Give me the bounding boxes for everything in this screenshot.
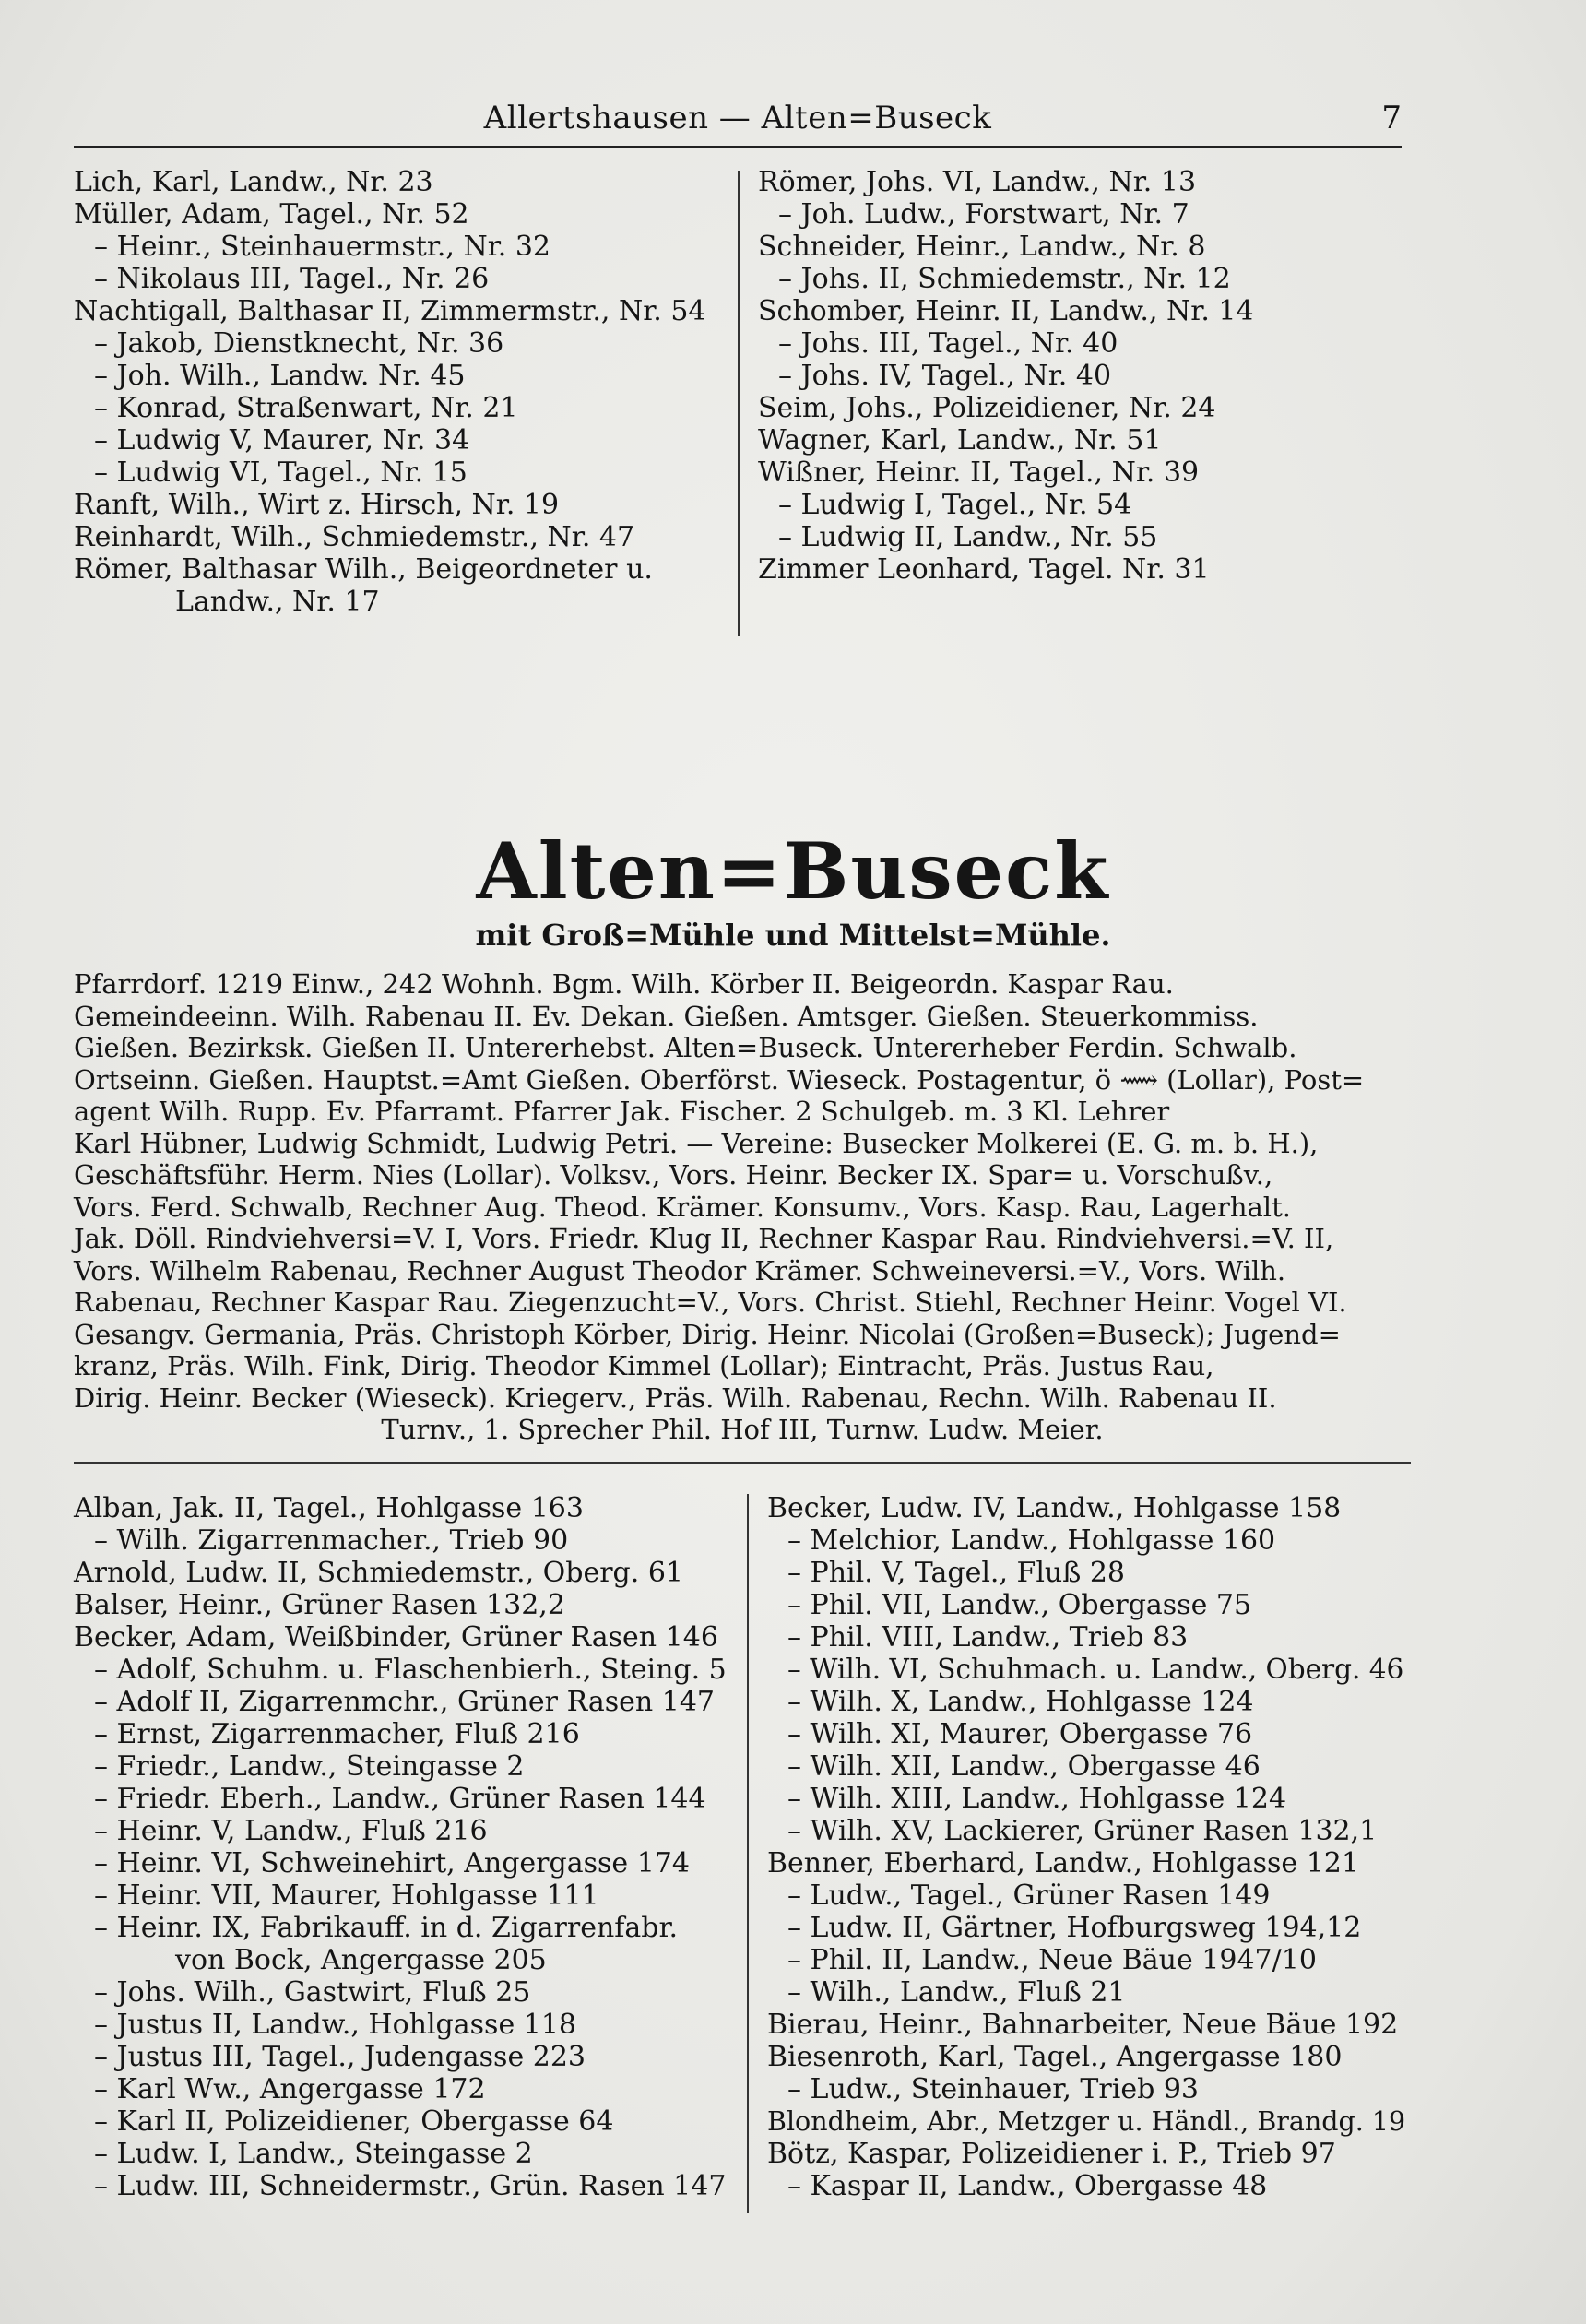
description-line: Vors. Wilhelm Rabenau, Rechner August Theodor Krämer. Schweineversi.=V., Vors. Wilh. bbox=[74, 1254, 1286, 1286]
list-item: – Ludw. III, Schneidermstr., Grün. Rasen 147 bbox=[94, 2170, 727, 2202]
list-item: – Adolf, Schuhm. u. Flaschenbierh., Steing. 5 bbox=[94, 1654, 727, 1686]
description-line: Rabenau, Rechner Kaspar Rau. Ziegenzucht=V., Vors. Christ. Stiehl, Rechner Heinr. Vogel VI. bbox=[74, 1286, 1347, 1318]
list-item: Zimmer Leonhard, Tagel. Nr. 31 bbox=[758, 553, 1210, 586]
list-item: Becker, Adam, Weißbinder, Grüner Rasen 146 bbox=[74, 1621, 718, 1654]
town-subtitle: mit Groß=Mühle und Mittelst=Mühle. bbox=[475, 918, 1111, 953]
description-line: Ortseinn. Gießen. Hauptst.=Amt Gießen. Oberförst. Wieseck. Postagentur, ö ⟿ (Lollar), Post= bbox=[74, 1063, 1365, 1096]
list-item: Alban, Jak. II, Tagel., Hohlgasse 163 bbox=[74, 1492, 584, 1524]
list-item: Biesenroth, Karl, Tagel., Angergasse 180 bbox=[767, 2041, 1343, 2073]
list-item: – Ludwig V, Maurer, Nr. 34 bbox=[94, 424, 470, 456]
list-item: Römer, Johs. VI, Landw., Nr. 13 bbox=[758, 166, 1197, 198]
list-item: – Heinr. V, Landw., Fluß 216 bbox=[94, 1815, 488, 1847]
list-item: – Wilh. X, Landw., Hohlgasse 124 bbox=[787, 1686, 1254, 1718]
list-item: Arnold, Ludw. II, Schmiedemstr., Oberg. 61 bbox=[74, 1557, 683, 1589]
header-title: Allertshausen — Alten=Buseck bbox=[483, 100, 992, 136]
list-item: – Ernst, Zigarrenmacher, Fluß 216 bbox=[94, 1718, 580, 1750]
list-item: – Wilh. XIII, Landw., Hohlgasse 124 bbox=[787, 1783, 1287, 1815]
description-line: Geschäftsführ. Herm. Nies (Lollar). Volksv., Vors. Heinr. Becker IX. Spar= u. Vorschußv., bbox=[74, 1159, 1273, 1191]
list-item: Ranft, Wilh., Wirt z. Hirsch, Nr. 19 bbox=[74, 489, 560, 521]
list-item: – Johs. III, Tagel., Nr. 40 bbox=[778, 327, 1118, 360]
list-item: – Ludw., Tagel., Grüner Rasen 149 bbox=[787, 1879, 1271, 1912]
running-header bbox=[74, 92, 1402, 148]
list-item: – Jakob, Dienstknecht, Nr. 36 bbox=[94, 327, 504, 360]
list-item: – Ludwig I, Tagel., Nr. 54 bbox=[778, 489, 1132, 521]
list-item: – Johs. II, Schmiedemstr., Nr. 12 bbox=[778, 263, 1231, 295]
list-item: Balser, Heinr., Grüner Rasen 132,2 bbox=[74, 1589, 565, 1621]
list-item: – Ludwig II, Landw., Nr. 55 bbox=[778, 521, 1158, 553]
list-item: – Justus III, Tagel., Judengasse 223 bbox=[94, 2041, 586, 2073]
description-line: Gießen. Bezirksk. Gießen II. Untererhebst. Alten=Buseck. Untererheber Ferdin. Schwalb. bbox=[74, 1032, 1297, 1063]
upper-left-column bbox=[74, 166, 719, 618]
description-line: agent Wilh. Rupp. Ev. Pfarramt. Pfarrer Jak. Fischer. 2 Schulgeb. m. 3 Kl. Lehrer bbox=[74, 1096, 1170, 1127]
list-item: Schomber, Heinr. II, Landw., Nr. 14 bbox=[758, 295, 1254, 327]
list-item: – Karl Ww., Angergasse 172 bbox=[94, 2073, 486, 2105]
town-description bbox=[74, 968, 1411, 1446]
description-line: Vors. Ferd. Schwalb, Rechner Aug. Theod. Krämer. Konsumv., Vors. Kasp. Rau, Lagerhalt. bbox=[74, 1191, 1291, 1223]
list-item: – Phil. VIII, Landw., Trieb 83 bbox=[787, 1621, 1189, 1654]
list-item: Wagner, Karl, Landw., Nr. 51 bbox=[758, 424, 1162, 456]
page-number: 7 bbox=[1381, 100, 1402, 136]
list-item: – Melchior, Landw., Hohlgasse 160 bbox=[787, 1524, 1276, 1557]
list-item: – Adolf II, Zigarrenmchr., Grüner Rasen 147 bbox=[94, 1686, 715, 1718]
lower-right-column bbox=[767, 1492, 1413, 2202]
description-line: Gesangv. Germania, Präs. Christoph Körber, Dirig. Heinr. Nicolai (Großen=Buseck); Jugend= bbox=[74, 1318, 1341, 1350]
list-item: – Phil. VII, Landw., Obergasse 75 bbox=[787, 1589, 1252, 1621]
list-item: – Johs. Wilh., Gastwirt, Fluß 25 bbox=[94, 1976, 531, 2009]
list-item: – Phil. V, Tagel., Fluß 28 bbox=[787, 1557, 1126, 1589]
list-item: Lich, Karl, Landw., Nr. 23 bbox=[74, 166, 433, 198]
list-item: – Ludw. I, Landw., Steingasse 2 bbox=[94, 2138, 533, 2170]
list-item: – Justus II, Landw., Hohlgasse 118 bbox=[94, 2009, 576, 2041]
list-item: Benner, Eberhard, Landw., Hohlgasse 121 bbox=[767, 1847, 1359, 1879]
list-item: – Wilh. XV, Lackierer, Grüner Rasen 132,1 bbox=[787, 1815, 1378, 1847]
list-item: – Friedr., Landw., Steingasse 2 bbox=[94, 1750, 525, 1783]
description-line: Gemeindeeinn. Wilh. Rabenau II. Ev. Dekan. Gießen. Amtsger. Gießen. Steuerkommiss. bbox=[74, 1000, 1259, 1032]
list-item: – Ludwig VI, Tagel., Nr. 15 bbox=[94, 456, 468, 489]
list-item: – Konrad, Straßenwart, Nr. 21 bbox=[94, 392, 518, 424]
list-item: Becker, Ludw. IV, Landw., Hohlgasse 158 bbox=[767, 1492, 1342, 1524]
upper-right-column bbox=[758, 166, 1403, 586]
list-item: – Wilh. XI, Maurer, Obergasse 76 bbox=[787, 1718, 1253, 1750]
list-item: Nachtigall, Balthasar II, Zimmermstr., Nr. 54 bbox=[74, 295, 706, 327]
list-item: – Ludw. II, Gärtner, Hofburgsweg 194,12 bbox=[787, 1912, 1362, 1944]
list-item: – Heinr., Steinhauermstr., Nr. 32 bbox=[94, 231, 551, 263]
list-item: – Wilh., Landw., Fluß 21 bbox=[787, 1976, 1126, 2009]
list-item: Seim, Johs., Polizeidiener, Nr. 24 bbox=[758, 392, 1216, 424]
list-item: – Karl II, Polizeidiener, Obergasse 64 bbox=[94, 2105, 614, 2138]
list-item: Müller, Adam, Tagel., Nr. 52 bbox=[74, 198, 469, 231]
list-item: – Joh. Ludw., Forstwart, Nr. 7 bbox=[778, 198, 1190, 231]
list-item: – Joh. Wilh., Landw. Nr. 45 bbox=[94, 360, 466, 392]
list-item: Reinhardt, Wilh., Schmiedemstr., Nr. 47 bbox=[74, 521, 635, 553]
list-item: – Heinr. IX, Fabrikauff. in d. Zigarrenfabr. bbox=[94, 1912, 679, 1944]
list-item: – Kaspar II, Landw., Obergasse 48 bbox=[787, 2170, 1268, 2202]
list-item: Blondheim, Abr., Metzger u. Händl., Brandg. 19 bbox=[767, 2106, 1406, 2137]
lower-left-column bbox=[74, 1492, 728, 2202]
list-item: – Friedr. Eberh., Landw., Grüner Rasen 144 bbox=[94, 1783, 706, 1815]
description-line: Dirig. Heinr. Becker (Wieseck). Kriegerv., Präs. Wilh. Rabenau, Rechn. Wilh. Rabenau II. bbox=[74, 1381, 1277, 1414]
list-item: – Heinr. VI, Schweinehirt, Angergasse 174 bbox=[94, 1847, 690, 1879]
list-item: – Heinr. VII, Maurer, Hohlgasse 111 bbox=[94, 1879, 599, 1912]
list-item: Landw., Nr. 17 bbox=[175, 586, 380, 618]
list-item: von Bock, Angergasse 205 bbox=[175, 1944, 547, 1976]
list-item: – Nikolaus III, Tagel., Nr. 26 bbox=[94, 263, 490, 295]
list-item: – Ludw., Steinhauer, Trieb 93 bbox=[787, 2073, 1200, 2105]
list-item: Wißner, Heinr. II, Tagel., Nr. 39 bbox=[758, 456, 1200, 489]
description-line: Jak. Döll. Rindviehversi=V. I, Vors. Friedr. Klug II, Rechner Kaspar Rau. Rindviehversi.=V. II, bbox=[74, 1223, 1334, 1254]
town-title: Alten=Buseck bbox=[476, 825, 1110, 917]
list-item: – Phil. II, Landw., Neue Bäue 1947/10 bbox=[787, 1944, 1317, 1976]
list-item: – Wilh. VI, Schuhmach. u. Landw., Oberg. 46 bbox=[787, 1654, 1404, 1685]
description-line: Pfarrdorf. 1219 Einw., 242 Wohnh. Bgm. Wilh. Körber II. Beigeordn. Kaspar Rau. bbox=[74, 968, 1174, 1000]
column-divider bbox=[738, 171, 740, 636]
list-item: Schneider, Heinr., Landw., Nr. 8 bbox=[758, 231, 1206, 263]
list-item: – Johs. IV, Tagel., Nr. 40 bbox=[778, 360, 1112, 392]
list-item: – Wilh. Zigarrenmacher., Trieb 90 bbox=[94, 1524, 569, 1557]
list-item: Bierau, Heinr., Bahnarbeiter, Neue Bäue 192 bbox=[767, 2009, 1399, 2041]
list-item: Bötz, Kaspar, Polizeidiener i. P., Trieb 97 bbox=[767, 2138, 1336, 2170]
description-line: Karl Hübner, Ludwig Schmidt, Ludwig Petri. — Vereine: Busecker Molkerei (E. G. m. b. H.), bbox=[74, 1127, 1319, 1159]
description-line: kranz, Präs. Wilh. Fink, Dirig. Theodor Kimmel (Lollar); Eintracht, Präs. Justus Rau, bbox=[74, 1350, 1214, 1381]
list-item: Römer, Balthasar Wilh., Beigeordneter u. bbox=[74, 553, 653, 586]
list-item: – Wilh. XII, Landw., Obergasse 46 bbox=[787, 1750, 1261, 1783]
section-divider bbox=[74, 1462, 1411, 1464]
column-divider bbox=[747, 1494, 749, 2213]
description-line: Turnv., 1. Sprecher Phil. Hof III, Turnw. Ludw. Meier. bbox=[381, 1414, 1104, 1445]
